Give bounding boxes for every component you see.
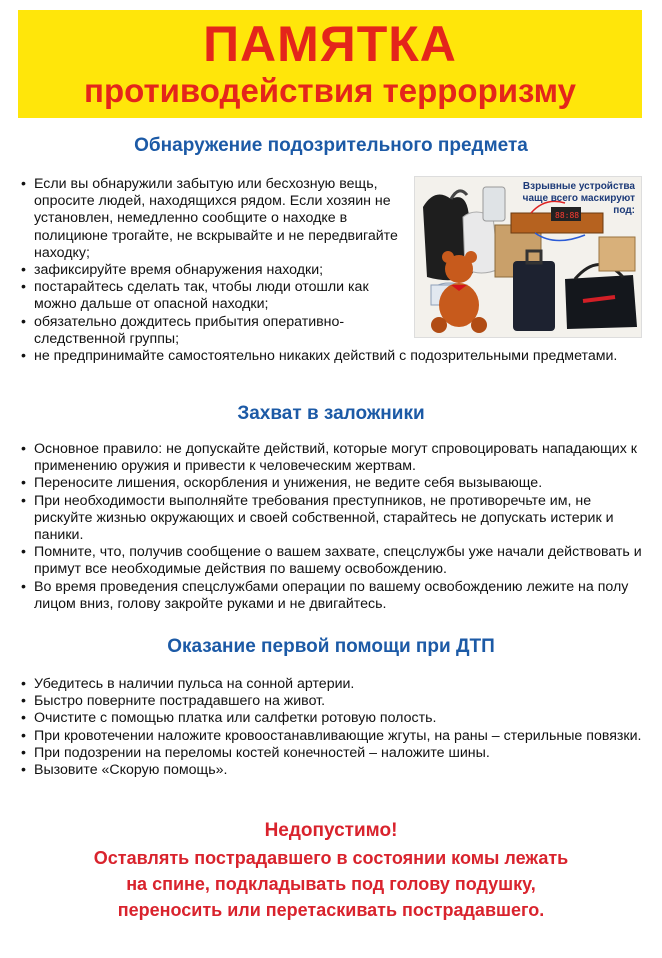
hostage-list [20,441,646,613]
explosive-disguises-illustration [414,176,642,338]
section-heading-suspicious-object: Обнаружение подозрительного предмета [134,135,528,156]
first-aid-list [20,676,646,779]
list-item: • При подозрении на переломы костей конечностей – наложите шины. [20,745,646,762]
list-item: • Переносите лишения, оскорбления и унижения, не ведите себя вызывающе. [20,475,646,492]
list-item: • Убедитесь в наличии пульса на сонной артерии. [20,676,646,693]
list-item: • зафиксируйте время обнаружения находки; [20,262,408,279]
list-item: • При необходимости выполняйте требования преступников, не противоречьте им, не рискуйте жизнью окружающих и своей собственной, старайтесь не допускать истерик и паники. [20,493,646,545]
list-item: • постарайтесь сделать так, чтобы люди отошли как можно дальше от опасной находки; [20,279,408,313]
list-item: • не предпринимайте самостоятельно никаких действий с подозрительными предметами. [20,348,646,365]
list-item: • Очистите с помощью платка или салфетки ротовую полость. [20,710,646,727]
suspicious-object-list [20,176,408,348]
suspicious-object-list-continued [20,348,646,365]
warning-line: переносить или перетаскивать пострадавшего. [117,900,545,920]
page-subtitle: противодействия терроризму [84,72,576,109]
warning-line: на спине, подкладывать под голову подушку, [126,874,536,894]
section-heading-hostage: Захват в заложники [237,403,425,424]
warning-line: Оставлять пострадавшего в состоянии комы лежать [93,848,569,868]
list-item: • При кровотечении наложите кровоостанавливающие жгуты, на раны – стерильные повязки. [20,728,646,745]
list-item: • Вызовите «Скорую помощь». [20,762,646,779]
svg-text:88:88: 88:88 [555,211,580,220]
list-item: • Помните, что, получив сообщение о вашем захвате, спецслужбы уже начали действовать и примут все необходимые действия по вашему освобождению. [20,544,646,578]
page-title: ПАМЯТКА [203,16,457,72]
illustration-caption: Взрывные устройства чаще всего маскируют под: [522,181,635,216]
section-heading-first-aid: Оказание первой помощи при ДТП [167,636,495,657]
list-item: • Во время проведения спецслужбами операции по вашему освобождению лежите на полу лицом вниз, голову закройте руками и не двигайтесь. [20,579,646,613]
list-item: • Если вы обнаружили забытую или бесхозную вещь, опросите людей, находящихся рядом. Если хозяин не установлен, немедленно сообщите о находке в полициюне трогайте, не вскрывайте и не передвигайте находку; [20,176,408,262]
title-banner [18,10,642,118]
warning-title: Недопустимо! [264,820,398,841]
list-item: • Основное правило: не допускайте действий, которые могут спровоцировать нападающих к применению оружия и привести к человеческим жертвам. [20,441,646,475]
list-item: • Быстро поверните пострадавшего на живот. [20,693,646,710]
list-item: • обязательно дождитесь прибытия оперативно-следственной группы; [20,314,408,348]
